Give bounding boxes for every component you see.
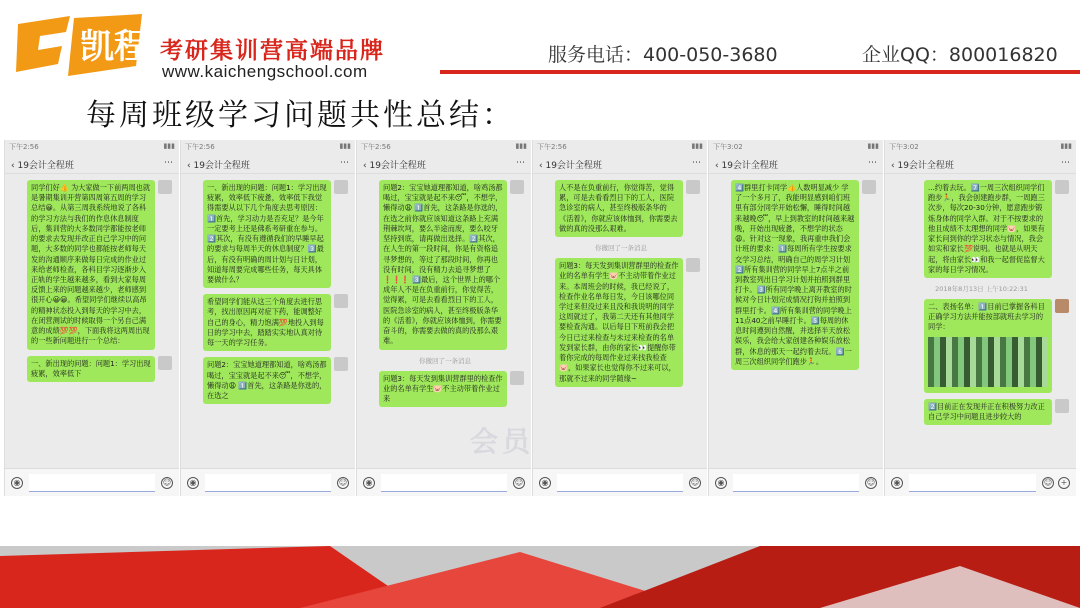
status-bar xyxy=(709,140,883,154)
message xyxy=(363,371,527,408)
chat-header xyxy=(357,154,531,174)
avatar[interactable] xyxy=(158,356,172,370)
message-bubble: ...约着去玩。7️⃣一周三次组织同学们跑步🏃，我会创建跑步群，一周跑三次步，每次20-30分钟，愿意跑步锻炼身体的同学入群。对于不按要求的他且成绩不太理想的同学🐷，如果有家长问到你的学习状态与情况，我会如实和家长💯说明。也就是从明天起，将由家长👀和我一起督促监督大家的每日学习情况。 xyxy=(924,180,1052,278)
phone-screenshot xyxy=(4,140,179,496)
page-title: 每周班级学习问题共性总结： xyxy=(86,98,515,133)
chat-title: 19会计全程班 xyxy=(369,161,426,171)
phone-screenshot xyxy=(180,140,355,496)
bottom-decoration xyxy=(0,546,1080,608)
chat-body xyxy=(709,176,883,468)
avatar[interactable] xyxy=(334,294,348,308)
status-bar xyxy=(5,140,179,154)
more-icon[interactable]: ⋯ xyxy=(692,158,701,168)
voice-icon[interactable]: ◉ xyxy=(539,477,551,489)
status-time: 下午2:56 xyxy=(9,143,39,151)
message-bubble: 同学们好👍 为大家做一下前两周也就是暑期集训开营第四周第五周的学习总结😀。从第三周我系统地说了各科的学习方法与我们的作息休息制度后，集训营的大多数同学都能按老师的要求去发现并改正自己学习中的问题，大多数的同学也都能按老师每天发的沟通顺序来做每日完成的作业过来给老师检查，各科目学习逐渐步入正轨的学生越来越多，看到大家每周反馈上来的问题越来越少，老师感到很开心😀😀。希望同学们继续以高昂的精神状态投入到每天的学习中去，在闭营测试的时候取得一个另自己满意的成绩💯💯，下面我将这两周出现的一些新问题进行一个总结： xyxy=(27,180,155,350)
avatar[interactable] xyxy=(334,180,348,194)
back-icon[interactable]: ‹ xyxy=(891,161,898,171)
chat-body xyxy=(5,176,179,468)
chat-title: 19会计全程班 xyxy=(897,161,954,171)
message-input[interactable] xyxy=(557,474,683,492)
chat-header xyxy=(533,154,707,174)
signal-icon: ▮▮▮ xyxy=(1060,142,1072,150)
redacted-names-image xyxy=(928,337,1048,387)
message xyxy=(187,180,351,288)
message-input[interactable] xyxy=(381,474,507,492)
phone-screenshot xyxy=(708,140,883,496)
chat-body xyxy=(885,176,1076,468)
message-bubble: 问题2：宝宝她道理都知道，啥鸡汤都喝过，宝宝就是起不来😴，不想学，懒得动😩 1️⃣首先，这条路是你选的，在选之前你就应该知道这条路上充满荆棘坎坷，要么半途而废，要么咬牙坚持到底，请再做出选择。2️⃣其次，在人生的第一段时间，你是有资格追寻梦想的，等过了那段时间，你再也没有时间，没有精力去追寻梦想了❗❗❗ 3️⃣最后，这个世界上的哪个成年人不是在负重前行，你觉得苦，觉得累，可是去看看烈日下的工人，医院急诊室的病人，甚至终极版条华的《活着》，你就应该体恤到，你需要奋斗的，你需要去做的真的没那么艰难。 xyxy=(379,180,507,350)
input-bar xyxy=(357,468,531,496)
chat-header xyxy=(709,154,883,174)
hotline-text: 服务电话：400-050-3680 xyxy=(548,44,778,66)
signal-icon: ▮▮▮ xyxy=(691,142,703,150)
chat-header xyxy=(885,154,1076,174)
emoji-icon[interactable]: ☺ xyxy=(1043,477,1053,487)
input-bar xyxy=(5,468,179,496)
message-bubble: 希望同学们能从这三个角度去进行思考，找出原因再对症下药，能调整好自己的身心，精力饱满💯地投入到每日的学习中去，踏踏实实地认真对待每一天的学习任务。 xyxy=(203,294,331,351)
brand-url: www.kaichengschool.com xyxy=(162,62,368,81)
avatar[interactable] xyxy=(1055,299,1069,313)
message xyxy=(363,180,527,350)
voice-icon[interactable]: ◉ xyxy=(891,477,903,489)
back-icon[interactable]: ‹ xyxy=(187,161,194,171)
status-time: 下午3:02 xyxy=(713,143,743,151)
message-text: 二、表扬名单：1️⃣目前已掌握各科目正确学习方法并能按部就班去学习的同学： xyxy=(928,301,1045,332)
status-time: 下午3:02 xyxy=(889,143,919,151)
status-time: 下午2:56 xyxy=(185,143,215,151)
emoji-icon[interactable]: ☺ xyxy=(162,477,172,487)
chat-title: 19会计全程班 xyxy=(193,161,250,171)
brand-title: 考研集训营高端品牌 xyxy=(160,38,385,64)
message-input[interactable] xyxy=(733,474,859,492)
chat-body xyxy=(533,176,707,468)
input-bar xyxy=(181,468,355,496)
phone-screenshot xyxy=(884,140,1076,496)
avatar[interactable] xyxy=(158,180,172,194)
back-icon[interactable]: ‹ xyxy=(11,161,18,171)
system-notice: 2018年8月13日 上午10:22:31 xyxy=(935,284,1028,293)
message xyxy=(715,180,879,370)
signal-icon: ▮▮▮ xyxy=(515,142,527,150)
avatar[interactable] xyxy=(686,258,700,272)
more-icon[interactable]: ⋯ xyxy=(340,158,349,168)
avatar[interactable] xyxy=(862,180,876,194)
message-bubble: 2️⃣目前正在发现并正在积极努力改正自己学习中问题且进步较大的 xyxy=(924,399,1052,425)
message-bubble: 4️⃣群里打卡同学👍人数明显减少 学了一个多月了，我能明显感到咱们班里有部分同学开始松懈，睡得时间越来越晚😴，早上到教室的时间越来越晚，开始出现疲惫，不想学的状态😩。针对这一现象，我再重申我们会计班的要求：1️⃣每周所有学生按要求交学习总结，明确自己的周学习计划 2️⃣所有集训营的同学早上7点半之前到教室列出日学习计划并拍照到群里打卡。3️⃣所有同学晚上离开教室的时候对今日计划完成情况打钩并拍照到群里打卡。4️⃣所有集训营的同学晚上11点40之前早睡打卡。5️⃣每周的休息时间遵到自然醒，并选择半天放松娱乐，我会给大家创建各种娱乐放松群，休息的那天一起约着去玩。6️⃣一周三次组织同学们跑步🏃。 xyxy=(731,180,859,370)
voice-icon[interactable]: ◉ xyxy=(11,477,23,489)
chat-title: 19会计全程班 xyxy=(545,161,602,171)
avatar[interactable] xyxy=(510,371,524,385)
status-bar xyxy=(533,140,707,154)
header-divider xyxy=(440,70,1080,74)
status-bar xyxy=(357,140,531,154)
avatar[interactable] xyxy=(334,357,348,371)
message xyxy=(187,294,351,351)
message xyxy=(11,356,175,382)
chat-body xyxy=(181,176,355,468)
phone-screenshot xyxy=(532,140,707,496)
message-input[interactable] xyxy=(909,474,1036,492)
message xyxy=(891,299,1072,393)
message-bubble: 人不是在负重前行，你觉得苦，觉得累，可是去看看烈日下的工人，医院急诊室的病人，甚至终极版条华的《活着》，你就应该体恤到，你需要去做的真的没那么艰难。 xyxy=(555,180,683,237)
status-bar xyxy=(885,140,1076,154)
message-bubble: 问题3：每天发到集训营群里的检查作业的名单有学生🐷不主动带着作业过来。本周班会的时候，我已经说了，检查作业名单每日发，今日该哪位同学过来但没过来且没和我说明的同学这周就过了，我第二天还有其他同学要检查沟通。以后每日下班前我会把今日已过来检查与未过来检查的名单发到家长群，由你的家长👀提醒你带着你完成的每周作业过来找我检查🐷，如果家长也觉得你不过来可以，那就不过来的同学随缘~ xyxy=(555,258,683,387)
emoji-icon[interactable]: ☺ xyxy=(866,477,876,487)
avatar[interactable] xyxy=(686,180,700,194)
message-bubble: 问题2：宝宝她道理都知道，啥鸡汤都喝过，宝宝就是起不来😴，不想学，懒得动😩 1️⃣首先，这条路是你选的，在选之 xyxy=(203,357,331,404)
watermark: 会员 xyxy=(470,425,535,458)
chat-screenshots xyxy=(0,140,1080,496)
avatar[interactable] xyxy=(510,180,524,194)
message-bubble xyxy=(924,299,1052,393)
chat-title: 19会计全程班 xyxy=(17,161,74,171)
back-icon[interactable]: ‹ xyxy=(715,161,722,171)
status-time: 下午2:56 xyxy=(361,143,391,151)
voice-icon[interactable]: ◉ xyxy=(187,477,199,489)
voice-icon[interactable]: ◉ xyxy=(363,477,375,489)
signal-icon: ▮▮▮ xyxy=(163,142,175,150)
input-bar xyxy=(885,468,1076,496)
back-icon[interactable]: ‹ xyxy=(539,161,546,171)
chat-title: 19会计全程班 xyxy=(721,161,778,171)
more-icon[interactable]: ⋯ xyxy=(164,158,173,168)
message-bubble: 一、新出现的问题：问题1：学习出现疲累，效率低下 xyxy=(27,356,155,382)
status-bar xyxy=(181,140,355,154)
input-bar xyxy=(709,468,883,496)
kaicheng-logo xyxy=(10,6,150,86)
avatar[interactable] xyxy=(1055,399,1069,413)
status-time: 下午2:56 xyxy=(537,143,567,151)
input-bar xyxy=(533,468,707,496)
message xyxy=(11,180,175,350)
message-input[interactable] xyxy=(205,474,331,492)
message xyxy=(539,180,703,237)
plus-icon[interactable]: + xyxy=(1058,477,1070,489)
avatar[interactable] xyxy=(1055,180,1069,194)
more-icon[interactable]: ⋯ xyxy=(868,158,877,168)
logo-text: 凯程 xyxy=(80,27,148,67)
system-notice: 你撤回了一条消息 xyxy=(419,356,471,365)
message xyxy=(891,399,1072,425)
message-input[interactable] xyxy=(29,474,155,492)
header xyxy=(0,0,1080,90)
voice-icon[interactable]: ◉ xyxy=(715,477,727,489)
message xyxy=(187,357,351,404)
more-icon[interactable]: ⋯ xyxy=(1061,158,1070,168)
more-icon[interactable]: ⋯ xyxy=(516,158,525,168)
qq-text: 企业QQ：800016820 xyxy=(862,44,1058,66)
message xyxy=(891,180,1072,278)
emoji-icon[interactable]: ☺ xyxy=(338,477,348,487)
signal-icon: ▮▮▮ xyxy=(867,142,879,150)
back-icon[interactable]: ‹ xyxy=(363,161,370,171)
signal-icon: ▮▮▮ xyxy=(339,142,351,150)
message-bubble: 问题3：每天发到集训营群里的检查作业的名单有学生🐷不主动带着作业过来 xyxy=(379,371,507,408)
system-notice: 你撤回了一条消息 xyxy=(595,244,647,253)
chat-header xyxy=(5,154,179,174)
message xyxy=(539,258,703,387)
message-bubble: 一、新出现的问题：问题1：学习出现疲累，效率低下疲惫，效率低下我觉得需要从以下几个角度去思考原因：1️⃣首先，学习动力是否充足？是今年一定要考上还是佛系考研重在参与。2️⃣其次，有没有遵循我们的早睡早起的要求与每周半天的休息制度？3️⃣最后，有没有明确的周计划与日计划，知道每周要完成哪些任务，每天具体要做什么？ xyxy=(203,180,331,288)
emoji-icon[interactable]: ☺ xyxy=(690,477,700,487)
emoji-icon[interactable]: ☺ xyxy=(514,477,524,487)
chat-header xyxy=(181,154,355,174)
